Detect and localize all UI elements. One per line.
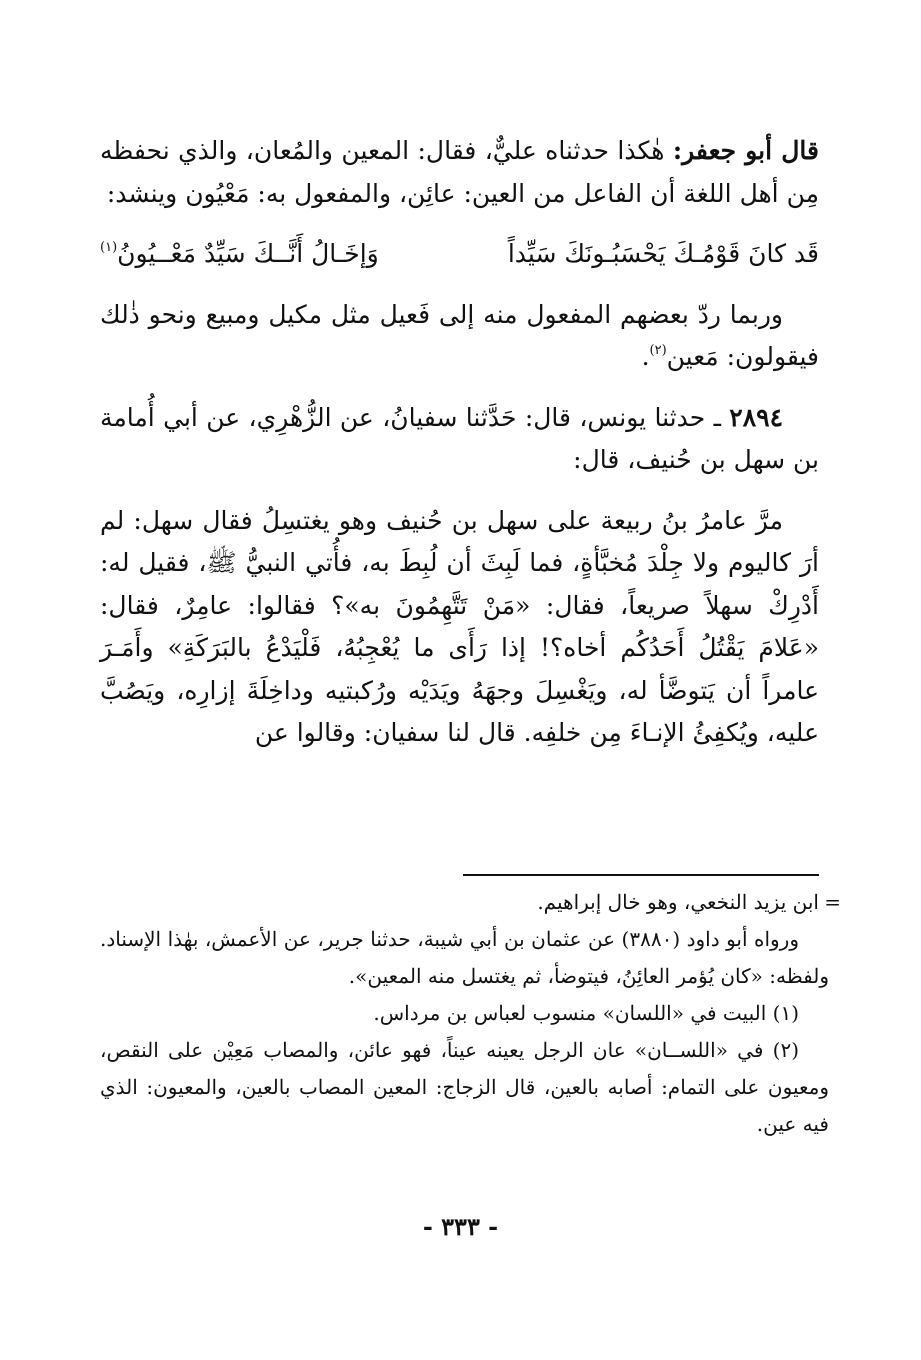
footnote-continuation-text: ابن يزيد النخعي، وهو خال إبراهيم.: [537, 890, 819, 914]
footnote-paragraph: ورواه أبو داود (٣٨٨٠) عن عثمان بن أبي شيبة، حدثنا جرير، عن الأعمش، بهٰذا الإسناد. ولفظه: «كان يُؤمر العائِنُ، فيتوضأ، ثم يغتسل منه المعين».: [100, 927, 829, 988]
hadith-2894-chain: [100, 397, 819, 482]
footnotes: [100, 884, 841, 1143]
main-text: [100, 130, 819, 755]
footnote-separator: [463, 874, 819, 876]
verse-second-hemistich: [100, 233, 379, 276]
footnote-1: (١) البيت في «اللسان» منسوب لعباس بن مرداس.: [373, 1001, 799, 1025]
verse-first-hemistich: قَد كانَ قَوْمُـكَ يَحْسَبُـونَكَ سَيِّداً: [507, 239, 819, 268]
paragraph-1-text: هٰكذا حدثناه عليٌّ، فقال: المعين والمُعان، والذي نحفظه مِن أهل اللغة أن الفاعل من العين: عائِن، والمفعول به: مَعْيُون وينشد:: [100, 136, 819, 208]
paragraph-2-end: .: [641, 342, 650, 371]
paragraph-2-text: وربما ردّ بعضهم المفعول منه إلى فَعيل مثل مكيل ومبيع ونحو ذٰلك فيقولون: مَعين: [100, 299, 819, 371]
footnote-ref-2: (٢): [649, 343, 667, 358]
verse-second-hemistich-text: وَإخَـالُ أَنَّــكَ سَيِّدٌ مَعْــيُونُ: [117, 239, 379, 268]
page-number: - ٣٣٣ -: [422, 1212, 499, 1241]
paragraph-1: [100, 130, 819, 215]
hadith-2894-text: مرَّ عامرُ بنُ ربيعة على سهل بن حُنيف وهو يغتسِلُ فقال سهل: لم أرَ كاليوم ولا جِلْدَ مُخبَّأةٍ، فما لَبِثَ أن لُبِطَ به، فأُتي النبيُّ ﷺ، فقيل له: أَدْرِكْ سهلاً صريعاً، فقال: «مَنْ تَتَّهِمُونَ به»؟ فقالوا: عامِرٌ، فقال: «عَلامَ يَقْتُلُ أَحَدُكُم أخاه؟! إذا رَأَى ما يُعْجِبُهُ، فَلْيَدْعُ بالبَرَكَةِ» وأَمَـرَ عامراً أن يَتوضَّأ له، ويَغْسِلَ وجهَهُ ويَدَيْه ورُكبتيه وداخِلَةَ إزارِه، ويَصُبَّ عليه، ويُكفِئُ الإنـاءَ مِن خلفِه. قال لنا سفيان: وقالوا عن: [100, 505, 819, 747]
footnote-continuation: [100, 884, 841, 921]
hadith-chain-text: ـ حدثنا يونس، قال: حَدَّثنا سفيانُ، عن الزُّهْرِي، عن أبي أُمامة بن سهل بن حُنيف، قال:: [100, 402, 819, 474]
poetry-verse: [100, 233, 819, 276]
hadith-number: ٢٨٩٤: [729, 402, 783, 432]
continuation-marker: =: [824, 890, 841, 914]
paragraph-2: [100, 294, 819, 379]
footnote-2: (٢) في «اللســان» عان الرجل يعينه عيناً، فهو عائن، والمصاب مَعِيْن على النقص، ومعيون على التمام: أصابه بالعين، قال الزجاج: المعين المصاب بالعين، والمعيون: الذي فيه عين.: [100, 1038, 829, 1136]
speaker-lead: قال أبو جعفر:: [672, 136, 819, 165]
footnote-ref-1: (١): [100, 240, 118, 255]
